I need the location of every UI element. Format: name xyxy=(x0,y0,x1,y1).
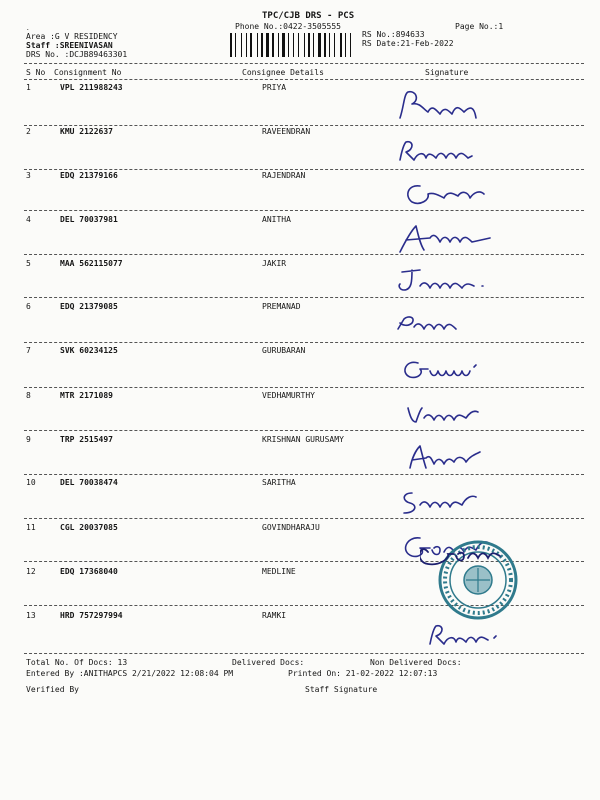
row-consignment-no: EDQ 17368040 xyxy=(60,567,118,576)
table-row xyxy=(0,84,600,129)
row-consignment-no: CGL 20037085 xyxy=(60,523,118,532)
handwritten-signature xyxy=(390,88,520,122)
divider xyxy=(24,297,584,298)
row-consignee: VEDHAMURTHY xyxy=(262,391,315,400)
table-row xyxy=(0,260,600,305)
handwritten-signature xyxy=(390,307,520,341)
row-consignment-no: HRD 757297994 xyxy=(60,611,123,620)
divider xyxy=(24,210,584,211)
staff-signature-label: Staff Signature xyxy=(305,685,378,694)
handwritten-signature xyxy=(390,351,520,385)
row-consignee: RAMKI xyxy=(262,611,287,620)
row-sno: 3 xyxy=(26,171,31,180)
verified-by: Verified By xyxy=(26,685,79,694)
row-consignment-no: KMU 2122637 xyxy=(60,127,113,136)
handwritten-signature xyxy=(390,396,520,430)
drs-barcode xyxy=(230,33,357,57)
rs-date: RS Date:21-Feb-2022 xyxy=(362,39,454,48)
row-sno: 13 xyxy=(26,611,36,620)
row-consignee: MEDLINE xyxy=(262,567,296,576)
handwritten-signature xyxy=(390,483,520,517)
row-consignment-no: EDQ 21379085 xyxy=(60,302,118,311)
table-row xyxy=(0,347,600,392)
printed-on: Printed On: 21-02-2022 12:07:13 xyxy=(288,669,438,678)
row-consignee: GURUBARAN xyxy=(262,346,306,355)
divider xyxy=(24,63,584,64)
divider xyxy=(24,342,584,343)
column-header-consignment: Consignment No xyxy=(54,68,122,77)
divider xyxy=(24,169,584,170)
column-header-signature: Signature xyxy=(425,68,469,77)
row-consignee: JAKIR xyxy=(262,259,287,268)
divider xyxy=(24,387,584,388)
divider xyxy=(24,474,584,475)
handwritten-signature xyxy=(390,220,520,254)
divider xyxy=(24,653,584,654)
header-dot: . xyxy=(26,25,30,32)
row-consignee: SARITHA xyxy=(262,478,296,487)
row-consignment-no: MTR 2171089 xyxy=(60,391,113,400)
row-consignment-no: DEL 70037981 xyxy=(60,215,118,224)
rs-number: RS No.:894633 xyxy=(362,30,425,39)
divider xyxy=(24,254,584,255)
row-sno: 1 xyxy=(26,83,31,92)
row-sno: 7 xyxy=(26,346,31,355)
column-header-consignee: Consignee Details xyxy=(242,68,324,77)
handwritten-signature xyxy=(390,440,520,474)
row-consignment-no: TRP 2515497 xyxy=(60,435,113,444)
divider xyxy=(24,79,584,80)
staff-label: Staff :SREENIVASAN xyxy=(26,41,113,50)
handwritten-signature xyxy=(390,132,520,166)
handwritten-signature xyxy=(390,264,520,298)
row-consignee: PREMANAD xyxy=(262,302,301,311)
delivered-docs: Delivered Docs: xyxy=(232,658,305,667)
row-consignment-no: VPL 211988243 xyxy=(60,83,123,92)
row-sno: 4 xyxy=(26,215,31,224)
row-consignee: GOVINDHARAJU xyxy=(262,523,320,532)
row-consignment-no: DEL 70038474 xyxy=(60,478,118,487)
row-sno: 12 xyxy=(26,567,36,576)
divider xyxy=(24,125,584,126)
handwritten-signature xyxy=(390,176,520,210)
entered-by: Entered By :ANITHAPCS 2/21/2022 12:08:04 PM xyxy=(26,669,234,678)
row-consignee: ANITHA xyxy=(262,215,291,224)
total-docs: Total No. Of Docs: 13 xyxy=(26,658,128,667)
divider xyxy=(24,430,584,431)
drs-number: DRS No. :DCJB89463301 xyxy=(26,50,128,59)
row-sno: 10 xyxy=(26,478,36,487)
page-number: Page No.:1 xyxy=(455,22,504,31)
row-sno: 5 xyxy=(26,259,31,268)
row-consignment-no: EDQ 21379166 xyxy=(60,171,118,180)
phone-number: Phone No.:0422-3505555 xyxy=(235,22,341,31)
area-label: Area :G V RESIDENCY xyxy=(26,32,118,41)
non-delivered-docs: Non Delivered Docs: xyxy=(370,658,462,667)
office-stamp xyxy=(420,532,520,632)
row-sno: 6 xyxy=(26,302,31,311)
row-consignee: PRIYA xyxy=(262,83,287,92)
row-sno: 9 xyxy=(26,435,31,444)
table-row xyxy=(0,128,600,173)
row-sno: 11 xyxy=(26,523,36,532)
row-consignment-no: SVK 60234125 xyxy=(60,346,118,355)
row-sno: 8 xyxy=(26,391,31,400)
divider xyxy=(24,518,584,519)
row-consignee: KRISHNAN GURUSAMY xyxy=(262,435,344,444)
row-consignment-no: MAA 562115077 xyxy=(60,259,123,268)
row-consignee: RAJENDRAN xyxy=(262,171,306,180)
document-title: TPC/CJB DRS - PCS xyxy=(262,11,355,21)
row-consignee: RAVEENDRAN xyxy=(262,127,311,136)
row-sno: 2 xyxy=(26,127,31,136)
column-header-sno: S No xyxy=(26,68,46,77)
